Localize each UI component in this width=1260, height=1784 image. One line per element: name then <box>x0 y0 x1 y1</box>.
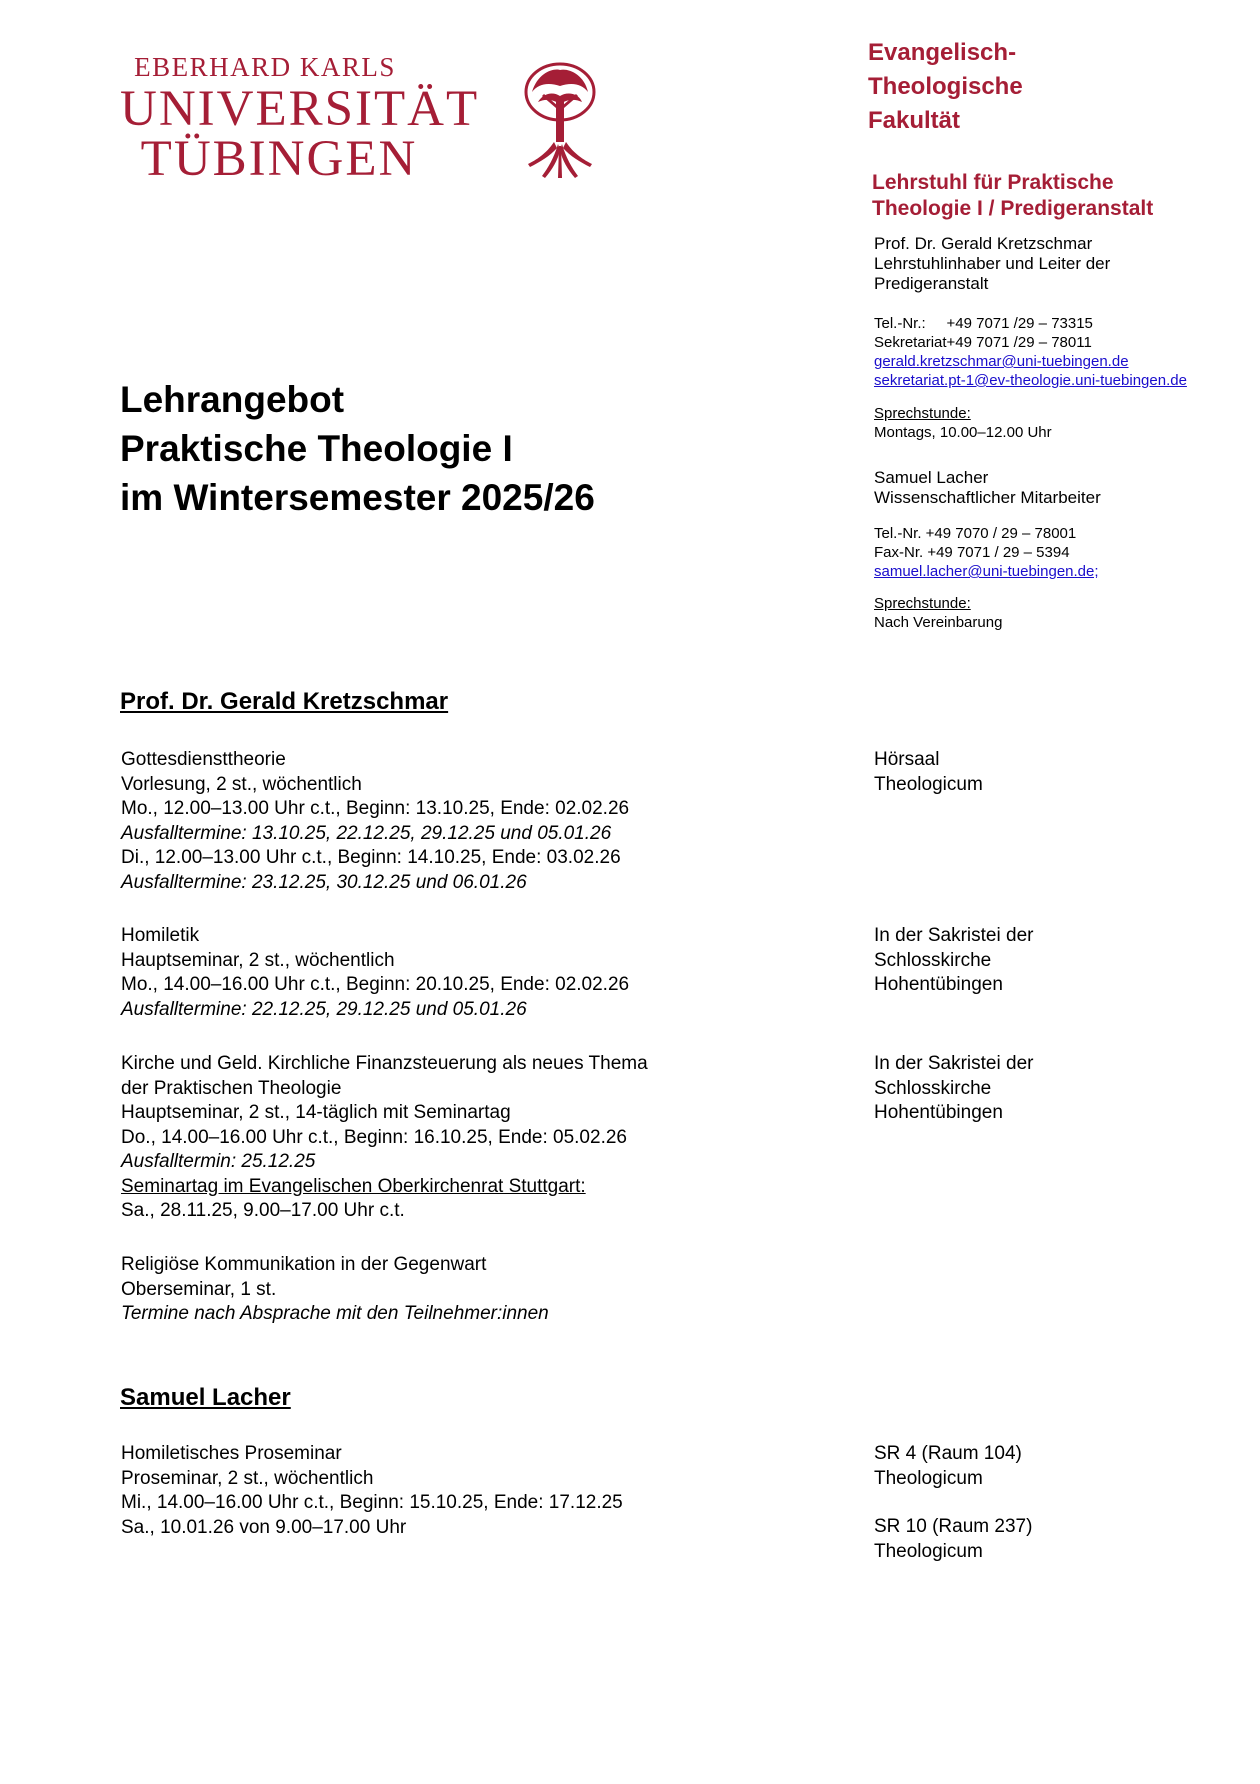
faculty-name <box>868 36 1118 138</box>
course-cancellations: Ausfalltermine: 23.12.25, 30.12.25 und 06.01.26 <box>121 871 527 893</box>
course-cancellations: Ausfalltermine: 13.10.25, 22.12.25, 29.12.25 und 05.01.26 <box>121 822 612 844</box>
room-line: Theologicum <box>874 1540 983 1562</box>
title-line: Lehrangebot <box>120 379 345 420</box>
section-heading-lacher: Samuel Lacher <box>120 1384 291 1411</box>
course-schedule: Sa., 28.11.25, 9.00–17.00 Uhr c.t. <box>121 1200 405 1221</box>
course-title: Kirche und Geld. Kirchliche Finanzsteuerung als neues Thema <box>121 1053 648 1074</box>
course-schedule: Do., 14.00–16.00 Uhr c.t., Beginn: 16.10.25, Ende: 05.02.26 <box>121 1126 627 1148</box>
course-type: Oberseminar, 1 st. <box>121 1278 277 1300</box>
contact-tel: Tel.-Nr. +49 7070 / 29 – 78001 <box>874 525 1077 542</box>
course-schedule: Mo., 12.00–13.00 Uhr c.t., Beginn: 13.10.25, Ende: 02.02.26 <box>121 798 630 819</box>
room-proseminar-1 <box>874 1442 1154 1491</box>
course-schedule: Mi., 14.00–16.00 Uhr c.t., Beginn: 15.10.25, Ende: 17.12.25 <box>121 1492 623 1513</box>
chair-line: Lehrstuhl für Praktische <box>872 171 1114 194</box>
room-line: Schlosskirche <box>874 949 992 971</box>
office-hours-label: Sprechstunde: <box>874 595 971 612</box>
contact-name: Samuel Lacher <box>874 468 989 487</box>
room-line: In der Sakristei der <box>874 925 1034 946</box>
course-seminar-day: Seminartag im Evangelischen Oberkirchenrat Stuttgart: <box>121 1175 586 1197</box>
room-line: Theologicum <box>874 773 983 795</box>
room-line: Theologicum <box>874 1467 983 1489</box>
tree-icon <box>524 62 596 180</box>
room-line: Hohentübingen <box>874 974 1003 995</box>
course-cancellations: Ausfalltermine: 22.12.25, 29.12.25 und 05.01.26 <box>121 998 527 1020</box>
contact-role: Wissenschaftlicher Mitarbeiter <box>874 488 1101 507</box>
course-type: Hauptseminar, 2 st., 14-täglich mit Seminartag <box>121 1102 511 1123</box>
course-type: Hauptseminar, 2 st., wöchentlich <box>121 949 395 971</box>
logo-line-1: EBERHARD KARLS <box>134 52 396 82</box>
course-schedule: Sa., 10.01.26 von 9.00–17.00 Uhr <box>121 1516 407 1538</box>
email-link[interactable]: gerald.kretzschmar@uni-tuebingen.de <box>874 353 1129 370</box>
course-schedule: Di., 12.00–13.00 Uhr c.t., Beginn: 14.10.25, Ende: 03.02.26 <box>121 847 621 868</box>
office-hours-value: Nach Vereinbarung <box>874 614 1003 631</box>
faculty-line: Fakultät <box>868 107 961 134</box>
room-proseminar-2 <box>874 1515 1154 1564</box>
course-title: Homiletisches Proseminar <box>121 1443 342 1464</box>
room-kirche-und-geld <box>874 1052 1154 1126</box>
contact-fax: Fax-Nr. +49 7071 / 29 – 5394 <box>874 544 1070 561</box>
course-title: Homiletik <box>121 925 200 946</box>
contact-lacher-phone <box>874 524 1099 581</box>
email-link[interactable]: samuel.lacher@uni-tuebingen.de; <box>874 563 1099 580</box>
logo-line-2: UNIVERSITÄT <box>120 81 480 137</box>
course-religioese-kommunikation <box>121 1253 781 1327</box>
contact-lacher <box>874 468 1101 508</box>
title-line: Praktische Theologie I <box>120 428 513 469</box>
page-title <box>120 375 595 522</box>
contact-role: Lehrstuhlinhaber und Leiter der <box>874 254 1111 273</box>
office-hours-value: Montags, 10.00–12.00 Uhr <box>874 424 1052 441</box>
course-homiletik <box>121 924 781 1022</box>
office-hours-kretzschmar <box>874 404 1052 442</box>
course-title: der Praktischen Theologie <box>121 1077 342 1099</box>
contact-tel: Tel.-Nr.: +49 7071 /29 – 73315 <box>874 315 1093 332</box>
course-homiletisches-proseminar <box>121 1442 781 1540</box>
course-type: Proseminar, 2 st., wöchentlich <box>121 1467 374 1489</box>
course-title: Gottesdiensttheorie <box>121 749 286 770</box>
room-line: Hörsaal <box>874 749 940 770</box>
room-line: In der Sakristei der <box>874 1053 1034 1074</box>
contact-sekretariat: Sekretariat+49 7071 /29 – 78011 <box>874 334 1092 351</box>
chair-name <box>872 170 1212 222</box>
room-line: Schlosskirche <box>874 1077 992 1099</box>
room-gottesdiensttheorie <box>874 748 1154 797</box>
email-link[interactable]: sekretariat.pt-1@ev-theologie.uni-tuebingen.de <box>874 372 1187 389</box>
course-schedule: Mo., 14.00–16.00 Uhr c.t., Beginn: 20.10.25, Ende: 02.02.26 <box>121 974 630 995</box>
section-heading-kretzschmar: Prof. Dr. Gerald Kretzschmar <box>120 688 449 715</box>
faculty-line: Evangelisch- <box>868 39 1017 66</box>
office-hours-label: Sprechstunde: <box>874 405 971 422</box>
contact-role: Predigeranstalt <box>874 274 989 293</box>
course-cancellations: Ausfalltermin: 25.12.25 <box>121 1151 316 1172</box>
room-line: SR 4 (Raum 104) <box>874 1443 1022 1464</box>
contact-kretzschmar <box>874 234 1110 294</box>
course-schedule: Termine nach Absprache mit den Teilnehmer:innen <box>121 1303 549 1324</box>
room-line: SR 10 (Raum 237) <box>874 1516 1033 1537</box>
office-hours-lacher <box>874 594 1002 632</box>
room-homiletik <box>874 924 1154 998</box>
room-line: Hohentübingen <box>874 1102 1003 1123</box>
faculty-line: Theologische <box>868 73 1023 100</box>
logo-line-3: TÜBINGEN <box>140 131 418 187</box>
course-kirche-und-geld <box>121 1052 781 1224</box>
contact-name: Prof. Dr. Gerald Kretzschmar <box>874 234 1093 253</box>
course-type: Vorlesung, 2 st., wöchentlich <box>121 773 362 795</box>
title-line: im Wintersemester 2025/26 <box>120 477 595 518</box>
course-gottesdiensttheorie <box>121 748 781 895</box>
course-title: Religiöse Kommunikation in der Gegenwart <box>121 1254 487 1275</box>
contact-kretzschmar-phone <box>874 314 1187 390</box>
chair-line: Theologie I / Predigeranstalt <box>872 197 1154 220</box>
